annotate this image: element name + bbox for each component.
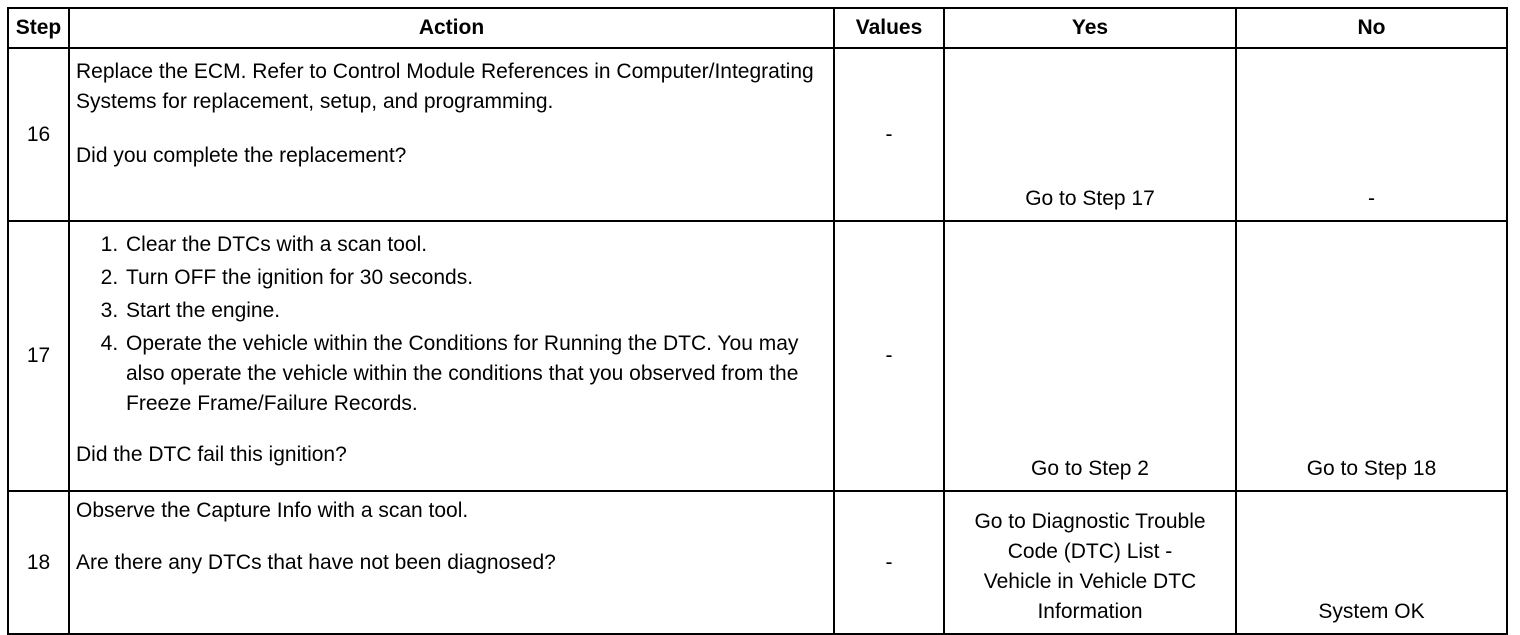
action-question: Did the DTC fail this ignition?: [76, 443, 347, 466]
list-item: 1. Clear the DTCs with a scan tool.: [124, 230, 827, 260]
action-text: Observe the Capture Info with a scan tool.: [76, 499, 469, 522]
action-question: Are there any DTCs that have not been diagnosed?: [76, 551, 556, 574]
no-link[interactable]: Go to Step 18: [1236, 221, 1507, 491]
action-cell: [69, 491, 834, 634]
table-row: [8, 221, 1507, 491]
step-number: 17: [8, 221, 69, 491]
action-cell: [69, 221, 834, 491]
header-values: Values: [834, 8, 944, 48]
header-no: No: [1236, 8, 1507, 48]
action-text: Replace the ECM. Refer to Control Module References in Computer/Integrating Systems for replacement, setup, and programming.: [76, 60, 814, 113]
values-cell: -: [834, 491, 944, 634]
yes-link[interactable]: [944, 491, 1236, 634]
step-number: 16: [8, 48, 69, 221]
table-row: [8, 48, 1507, 221]
list-item: 3. Start the engine.: [124, 296, 827, 326]
table-row: [8, 491, 1507, 634]
action-question: Did you complete the replacement?: [76, 144, 407, 167]
action-steps-list: [76, 230, 827, 419]
yes-link[interactable]: Go to Step 2: [944, 221, 1236, 491]
values-cell: -: [834, 221, 944, 491]
values-cell: -: [834, 48, 944, 221]
no-cell: System OK: [1236, 491, 1507, 634]
header-row: [8, 8, 1507, 48]
header-action: Action: [69, 8, 834, 48]
diagnostic-table: [7, 7, 1508, 635]
step-number: 18: [8, 491, 69, 634]
no-cell: -: [1236, 48, 1507, 221]
yes-link-line-2: Vehicle in Vehicle DTC Information: [983, 570, 1197, 623]
list-item: 2. Turn OFF the ignition for 30 seconds.: [124, 263, 827, 293]
yes-link[interactable]: Go to Step 17: [944, 48, 1236, 221]
list-item: 4. Operate the vehicle within the Conditions for Running the DTC. You may also operate the vehicle within the conditions that you observed from the Freeze Frame/Failure Records.: [124, 329, 827, 419]
yes-link-line-1: Go to Diagnostic Trouble Code (DTC) List -: [974, 510, 1206, 563]
header-yes: Yes: [944, 8, 1236, 48]
action-cell: [69, 48, 834, 221]
header-step: Step: [8, 8, 69, 48]
